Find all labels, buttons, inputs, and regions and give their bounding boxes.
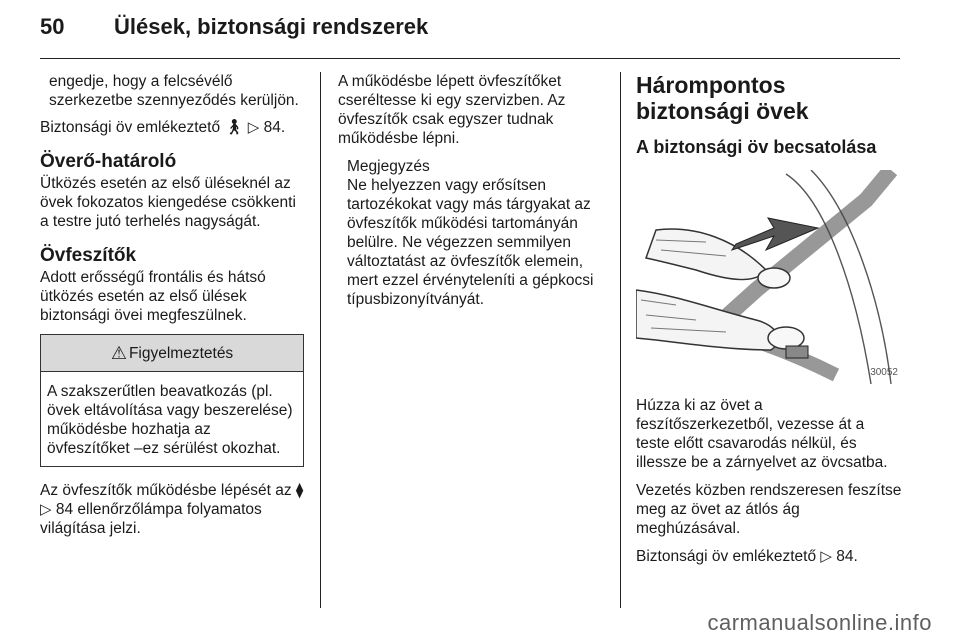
driving-tension-instructions: Vezetés közben rendszeresen feszítse meg az övet az átlós ág meghúzásával. xyxy=(636,482,902,537)
seatbelt-person-icon: 🚶︎ xyxy=(224,119,244,136)
chapter-title: Ülések, biztonsági rendszerek xyxy=(114,14,429,39)
fastening-instructions: Húzza ki az övet a feszítőszerkezetből, vezesse át a teste előtt csavarodás nélkül, és illessze be a zárnyelvet az övcsatba. xyxy=(636,397,888,471)
activation-text-a: Az övfeszítők működésbe lépését az xyxy=(40,482,292,499)
column-2 xyxy=(338,72,606,309)
note-body: Ne helyezzen vagy erősítsen tartozékokat vagy más tárgyakat az övfeszítők működési tartományán belülre. Ne végezzen semmilyen változtatást az övfeszítők elemein, mert ezzel érvényteleníti a gépkocsi típusbizonyítványát. xyxy=(347,177,594,308)
page-reference-arrow-icon: ▷ xyxy=(820,548,832,565)
section-title-three-point-belts: Hárompontos biztonsági övek xyxy=(636,72,809,124)
section-body-pretensioners: Adott erősségű frontális és hátsó ütközés esetén az első ülések biztonsági övei megfeszülnek. xyxy=(40,269,266,324)
section-body-belt-limiter: Ütközés esetén az első üléseknél az övek fokozatos kiengedése csökkenti a testre jutó terhelés nagyságát. xyxy=(40,175,296,230)
note-title: Megjegyzés xyxy=(347,158,430,175)
subsection-title-fastening: A biztonsági öv becsatolása xyxy=(636,137,877,157)
column-divider-1 xyxy=(320,72,321,608)
replacement-text: A működésbe lépett övfeszítőket cseréltesse ki egy szervizben. Az övfeszítők csak egyszer tudnak működésbe lépni. xyxy=(338,73,566,147)
warning-title: Figyelmeztetés xyxy=(128,344,234,362)
activation-text-b: ellenőrzőlámpa folyamatos világítása jelzi. xyxy=(40,501,262,537)
warning-body: A szakszerűtlen beavatkozás (pl. övek eltávolítása vagy beszerelése) működésbe hozhatja az övfeszítőket –ez sérülést okozhat. xyxy=(47,383,293,457)
seatbelt-illustration-drawing xyxy=(636,170,900,384)
airbag-pretensioner-icon: ⧫ xyxy=(295,482,304,499)
activation-text xyxy=(40,481,304,538)
note-block xyxy=(338,157,606,309)
column-1 xyxy=(40,72,304,547)
header-divider xyxy=(40,58,900,59)
reminder-page-ref-2[interactable]: 84. xyxy=(836,548,858,565)
warning-box xyxy=(40,334,304,467)
reminder-text: Biztonsági öv emlékeztető xyxy=(40,119,221,136)
section-title-pretensioners: Övfeszítők xyxy=(40,245,137,266)
reminder-page-ref[interactable]: 84. xyxy=(263,119,286,136)
page-reference-arrow-icon: ▷ xyxy=(247,119,260,136)
page-reference-arrow-icon: ▷ xyxy=(40,501,52,518)
page-number: 50 xyxy=(40,14,65,39)
seatbelt-fastening-illustration xyxy=(636,170,900,384)
reminder-line-2 xyxy=(636,547,902,566)
warning-header xyxy=(41,335,303,372)
activation-page-ref[interactable]: 84 xyxy=(55,501,74,518)
reminder-text-2: Biztonsági öv emlékeztető xyxy=(636,548,817,565)
warning-triangle-icon: ⚠︎ xyxy=(110,342,127,363)
continued-text: engedje, hogy a felcsévélő szerkezetbe szennyeződés kerüljön. xyxy=(49,73,299,109)
page-header xyxy=(40,14,900,50)
column-divider-2 xyxy=(620,72,621,608)
section-title-belt-limiter: Överő-határoló xyxy=(40,151,177,172)
figure-number: 30052 xyxy=(870,367,898,378)
reminder-line xyxy=(40,118,304,137)
watermark: carmanualsonline.info xyxy=(707,610,932,635)
column-3 xyxy=(636,72,902,575)
